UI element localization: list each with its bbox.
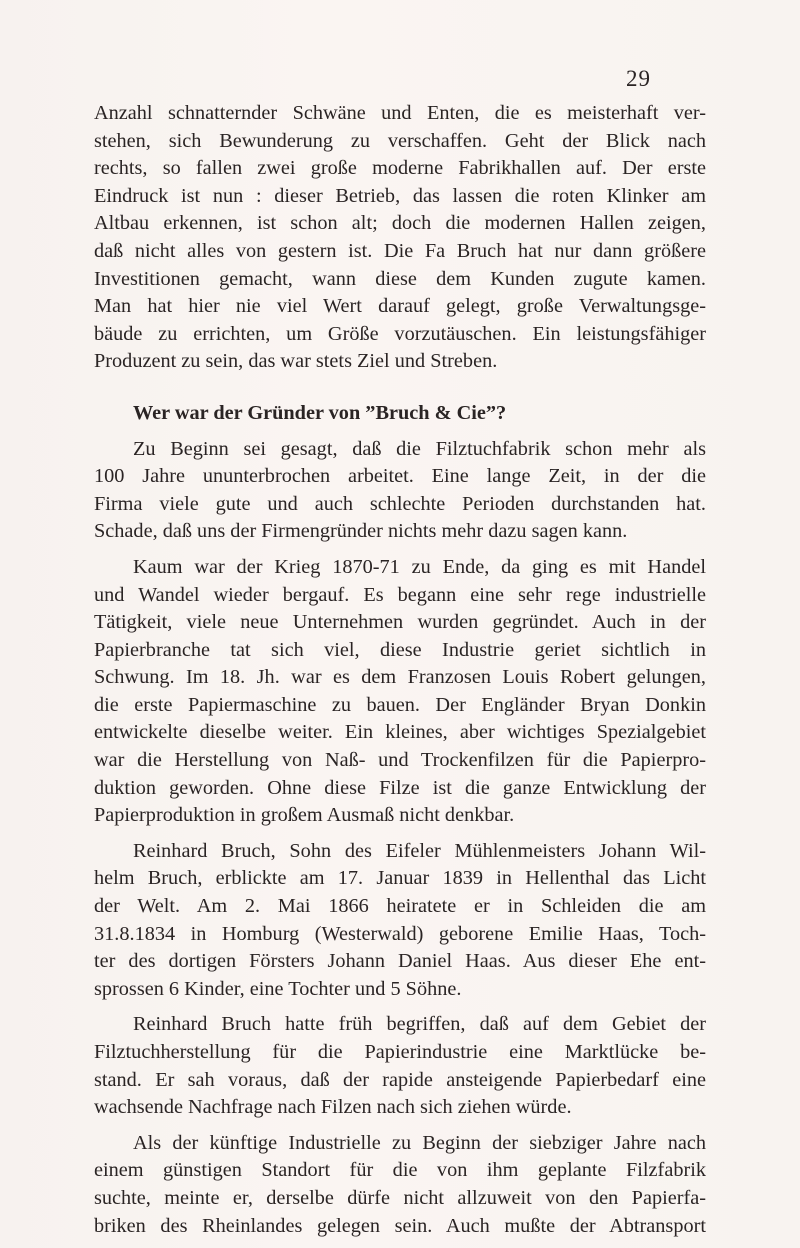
text-line: die erste Papiermaschine zu bauen. Der Engländer Bryan Donkin xyxy=(94,693,706,716)
text-line: Reinhard Bruch, Sohn des Eifeler Mühlenmeisters Johann Wil- xyxy=(133,839,706,862)
text-line: entwickelte dieselbe weiter. Ein kleines, aber wichtiges Spezialgebiet xyxy=(94,721,706,744)
text-line: Investitionen gemacht, wann diese dem Kunden zugute kamen. xyxy=(94,267,706,290)
text-line: Man hat hier nie viel Wert darauf gelegt, große Verwaltungsge- xyxy=(94,295,706,318)
text-line: Anzahl schnatternder Schwäne und Enten, die es meisterhaft ver- xyxy=(94,102,706,124)
text-line: Kaum war der Krieg 1870-71 zu Ende, da ging es mit Handel xyxy=(133,555,706,578)
text-line: helm Bruch, erblickte am 17. Januar 1839 in Hellenthal das Licht xyxy=(94,867,706,890)
text-line: bäude zu errichten, um Größe vorzutäuschen. Ein leistungsfähiger xyxy=(94,322,706,345)
paragraph-4 xyxy=(94,1011,706,1121)
text-line: sprossen 6 Kinder, eine Tochter und 5 Söhne. xyxy=(94,977,462,1000)
paragraph-intro xyxy=(94,100,706,376)
spacer xyxy=(94,1122,706,1130)
paragraph-1 xyxy=(94,436,706,546)
text-line: ter des dortigen Försters Johann Daniel Haas. Aus dieser Ehe ent- xyxy=(94,950,706,973)
spacer xyxy=(94,1003,706,1011)
text-line: Reinhard Bruch hatte früh begriffen, daß auf dem Gebiet der xyxy=(133,1013,706,1036)
text-line: Papierproduktion in großem Ausmaß nicht denkbar. xyxy=(94,804,515,827)
text-line: 31.8.1834 in Homburg (Westerwald) geborene Emilie Haas, Toch- xyxy=(94,922,706,945)
text-line: der Welt. Am 2. Mai 1866 heiratete er in Schleiden die am xyxy=(94,895,706,918)
page-number: 29 xyxy=(626,66,651,91)
text-line: suchte, meinte er, derselbe dürfe nicht allzuweit von den Papierfa- xyxy=(94,1186,706,1209)
text-line: Firma viele gute und auch schlechte Perioden durchstanden hat. xyxy=(94,492,706,515)
text-line: Als der künftige Industrielle zu Beginn der siebziger Jahre nach xyxy=(133,1131,706,1154)
text-line: Schade, daß uns der Firmengründer nichts mehr dazu sagen kann. xyxy=(94,520,628,543)
text-line: stehen, sich Bewunderung zu verschaffen. Geht der Blick nach xyxy=(94,129,706,152)
text-line: 100 Jahre ununterbrochen arbeitet. Eine lange Zeit, in der die xyxy=(94,465,706,488)
spacer xyxy=(94,428,706,436)
text-line: einem günstigen Standort für die von ihm geplante Filzfabrik xyxy=(94,1159,706,1182)
text-line: briken des Rheinlandes gelegen sein. Auch mußte der Abtransport xyxy=(94,1214,706,1237)
text-line: Produzent zu sein, das war stets Ziel und Streben. xyxy=(94,350,498,373)
text-line: Filztuchherstellung für die Papierindustrie eine Marktlücke be- xyxy=(94,1041,706,1063)
spacer xyxy=(94,376,706,400)
text-line: Eindruck ist nun : dieser Betrieb, das lassen die roten Klinker am xyxy=(94,184,706,207)
paragraph-3 xyxy=(94,838,706,1004)
text-line: daß nicht alles von gestern ist. Die Fa Bruch hat nur dann größere xyxy=(94,239,706,262)
text-line: rechts, so fallen zwei große moderne Fabrikhallen auf. Der erste xyxy=(94,157,706,180)
text-line: wachsende Nachfrage nach Filzen nach sich ziehen würde. xyxy=(94,1096,572,1119)
paragraph-2 xyxy=(94,554,706,830)
text-line: und Wandel wieder bergauf. Es begann eine sehr rege industrielle xyxy=(94,583,706,606)
spacer xyxy=(94,830,706,838)
text-line: stand. Er sah voraus, daß der rapide ansteigende Papierbedarf eine xyxy=(94,1068,706,1091)
text-line: duktion geworden. Ohne diese Filze ist die ganze Entwicklung der xyxy=(94,776,706,799)
text-line: Papierbranche tat sich viel, diese Industrie geriet sichtlich in xyxy=(94,638,706,661)
text-line: Tätigkeit, viele neue Unternehmen wurden gegründet. Auch in der xyxy=(94,611,706,634)
text-line: Schwung. Im 18. Jh. war es dem Franzosen Louis Robert gelungen, xyxy=(94,666,706,689)
text-line: war die Herstellung von Naß- und Trockenfilzen für die Papierpro- xyxy=(94,749,706,772)
text-line: Altbau erkennen, ist schon alt; doch die modernen Hallen zeigen, xyxy=(94,212,706,235)
spacer xyxy=(94,546,706,554)
section-heading: Wer war der Gründer von ”Bruch & Cie”? xyxy=(133,401,507,424)
show-through-heading xyxy=(40,98,43,114)
body-text xyxy=(94,100,706,1240)
paragraph-5 xyxy=(94,1130,706,1240)
text-line: Zu Beginn sei gesagt, daß die Filztuchfabrik schon mehr als xyxy=(133,437,706,460)
